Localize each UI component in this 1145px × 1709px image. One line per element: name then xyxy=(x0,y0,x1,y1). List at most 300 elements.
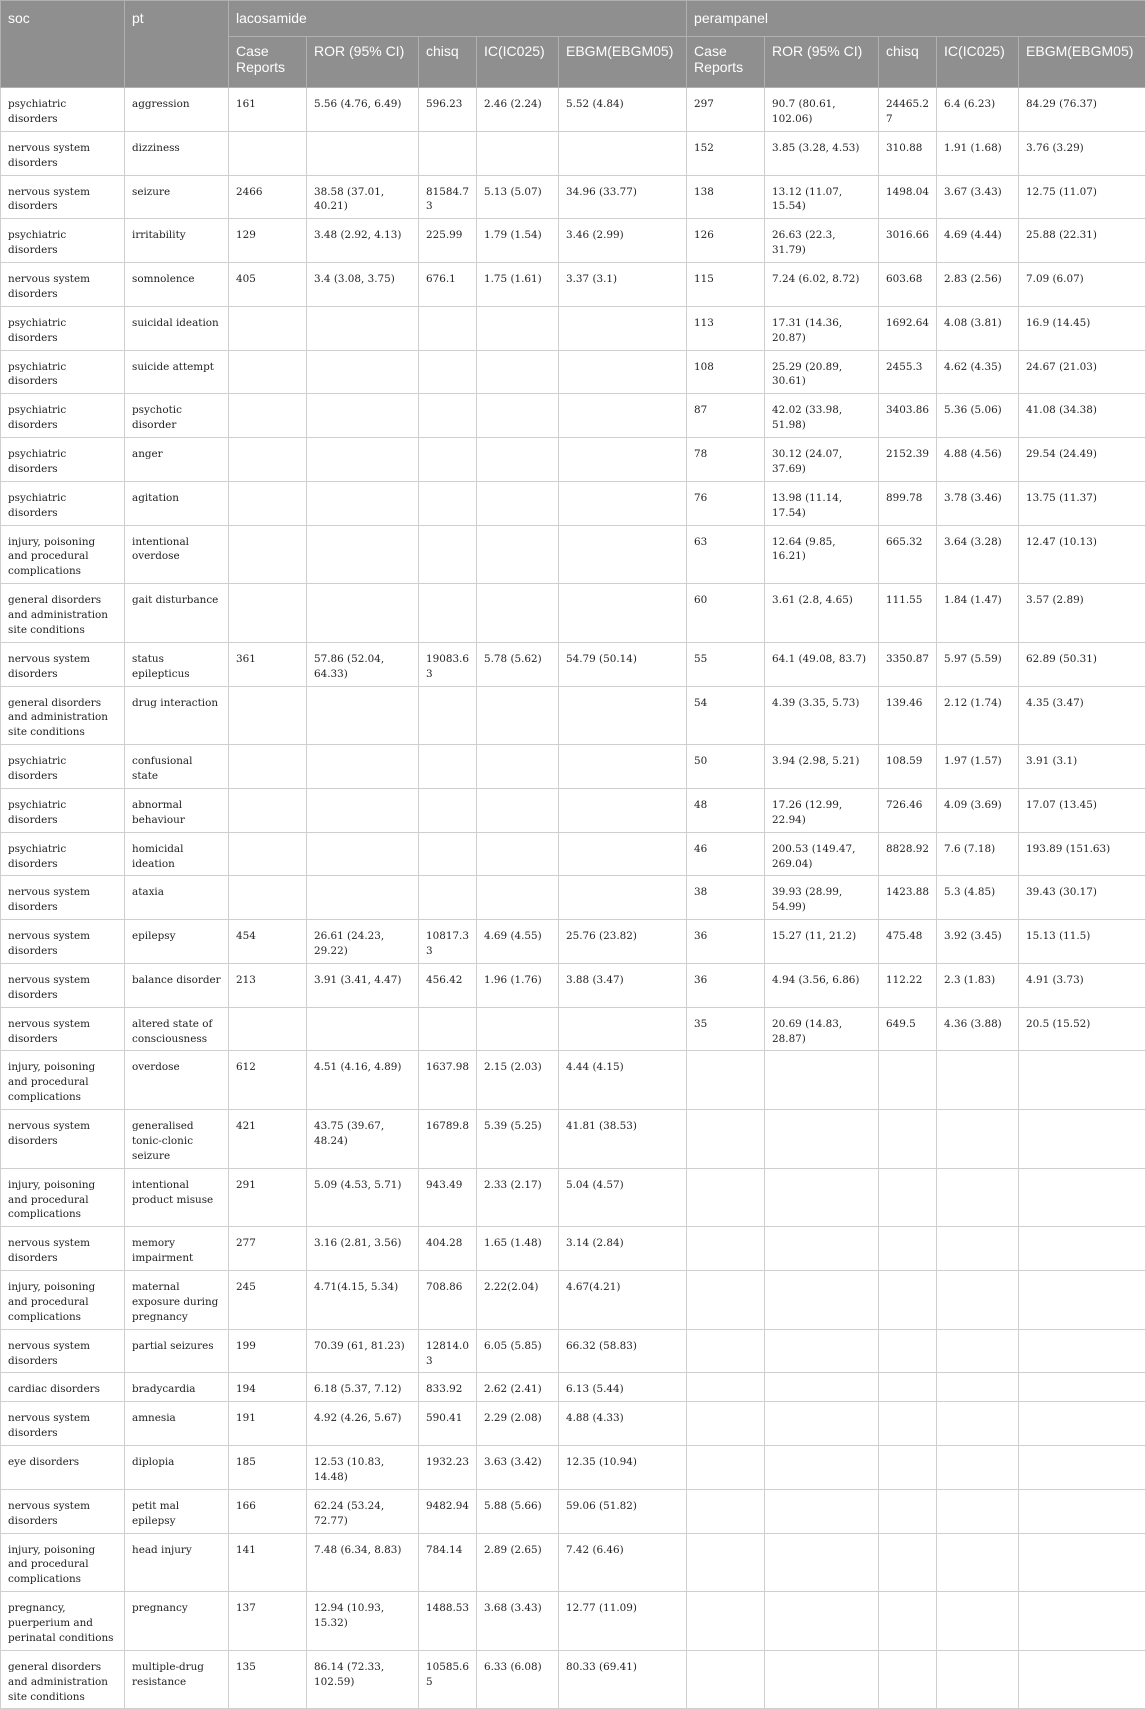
cell-pt: petit mal epilepsy xyxy=(125,1489,229,1533)
cell-perampanel-ic: 4.62 (4.35) xyxy=(937,350,1019,394)
cell-lacosamide-case-reports xyxy=(229,876,307,920)
cell-perampanel-ic: 3.92 (3.45) xyxy=(937,920,1019,964)
table-row xyxy=(1,219,1145,263)
cell-lacosamide-ic: 1.65 (1.48) xyxy=(477,1227,559,1271)
cell-perampanel-ebgm: 4.91 (3.73) xyxy=(1019,963,1145,1007)
table-row xyxy=(1,481,1145,525)
cell-lacosamide-ic: 2.15 (2.03) xyxy=(477,1051,559,1110)
cell-lacosamide-ror: 3.91 (3.41, 4.47) xyxy=(307,963,419,1007)
cell-perampanel-ebgm: 41.08 (34.38) xyxy=(1019,394,1145,438)
cell-perampanel-case-reports: 126 xyxy=(687,219,765,263)
header-perampanel-ebgm: EBGM(EBGM05) xyxy=(1019,37,1145,88)
cell-pt: anger xyxy=(125,438,229,482)
cell-lacosamide-case-reports: 185 xyxy=(229,1446,307,1490)
cell-perampanel-ebgm xyxy=(1019,1489,1145,1533)
cell-soc: psychiatric disorders xyxy=(1,745,125,789)
table-row xyxy=(1,88,1145,132)
cell-lacosamide-ror xyxy=(307,686,419,745)
cell-perampanel-ror: 13.12 (11.07, 15.54) xyxy=(765,175,879,219)
cell-lacosamide-ic: 5.88 (5.66) xyxy=(477,1489,559,1533)
table-row xyxy=(1,963,1145,1007)
header-lacosamide-ebgm: EBGM(EBGM05) xyxy=(559,37,687,88)
cell-soc: nervous system disorders xyxy=(1,1329,125,1373)
cell-perampanel-ebgm: 3.91 (3.1) xyxy=(1019,745,1145,789)
cell-perampanel-ebgm xyxy=(1019,1592,1145,1651)
cell-lacosamide-ic xyxy=(477,481,559,525)
cell-perampanel-chisq: 1692.64 xyxy=(879,306,937,350)
cell-perampanel-ror xyxy=(765,1271,879,1330)
cell-perampanel-ror: 13.98 (11.14, 17.54) xyxy=(765,481,879,525)
cell-perampanel-chisq xyxy=(879,1373,937,1402)
cell-perampanel-case-reports: 54 xyxy=(687,686,765,745)
cell-perampanel-ic: 1.97 (1.57) xyxy=(937,745,1019,789)
cell-lacosamide-chisq: 19083.63 xyxy=(419,642,477,686)
cell-lacosamide-chisq: 784.14 xyxy=(419,1533,477,1592)
cell-perampanel-ebgm xyxy=(1019,1373,1145,1402)
cell-soc: nervous system disorders xyxy=(1,1402,125,1446)
table-row xyxy=(1,686,1145,745)
cell-perampanel-ebgm: 7.09 (6.07) xyxy=(1019,263,1145,307)
cell-lacosamide-case-reports: 141 xyxy=(229,1533,307,1592)
cell-lacosamide-ic: 3.63 (3.42) xyxy=(477,1446,559,1490)
cell-soc: pregnancy, puerperium and perinatal conditions xyxy=(1,1592,125,1651)
cell-soc: nervous system disorders xyxy=(1,263,125,307)
cell-pt: multiple-drug resistance xyxy=(125,1650,229,1709)
cell-perampanel-case-reports: 50 xyxy=(687,745,765,789)
cell-perampanel-chisq xyxy=(879,1650,937,1709)
cell-lacosamide-ror xyxy=(307,481,419,525)
cell-lacosamide-chisq: 225.99 xyxy=(419,219,477,263)
table-row xyxy=(1,438,1145,482)
cell-lacosamide-case-reports xyxy=(229,306,307,350)
cell-perampanel-chisq xyxy=(879,1533,937,1592)
cell-perampanel-ic xyxy=(937,1329,1019,1373)
cell-perampanel-case-reports xyxy=(687,1271,765,1330)
cell-lacosamide-ebgm: 3.14 (2.84) xyxy=(559,1227,687,1271)
cell-perampanel-ror: 25.29 (20.89, 30.61) xyxy=(765,350,879,394)
cell-pt: abnormal behaviour xyxy=(125,788,229,832)
cell-lacosamide-case-reports: 135 xyxy=(229,1650,307,1709)
cell-perampanel-ic xyxy=(937,1446,1019,1490)
cell-lacosamide-ror xyxy=(307,525,419,584)
cell-pt: partial seizures xyxy=(125,1329,229,1373)
cell-lacosamide-ebgm: 3.46 (2.99) xyxy=(559,219,687,263)
cell-lacosamide-chisq xyxy=(419,584,477,643)
cell-pt: diplopia xyxy=(125,1446,229,1490)
table-row xyxy=(1,306,1145,350)
cell-perampanel-ror: 39.93 (28.99, 54.99) xyxy=(765,876,879,920)
cell-lacosamide-case-reports: 161 xyxy=(229,88,307,132)
cell-lacosamide-ror: 5.56 (4.76, 6.49) xyxy=(307,88,419,132)
table-row xyxy=(1,131,1145,175)
cell-lacosamide-ic xyxy=(477,584,559,643)
cell-lacosamide-ic xyxy=(477,788,559,832)
cell-lacosamide-chisq xyxy=(419,788,477,832)
cell-perampanel-ic xyxy=(937,1489,1019,1533)
cell-lacosamide-ebgm: 12.35 (10.94) xyxy=(559,1446,687,1490)
cell-lacosamide-ebgm: 34.96 (33.77) xyxy=(559,175,687,219)
cell-lacosamide-ror xyxy=(307,876,419,920)
cell-lacosamide-ror: 70.39 (61, 81.23) xyxy=(307,1329,419,1373)
cell-lacosamide-ebgm: 6.13 (5.44) xyxy=(559,1373,687,1402)
table-row xyxy=(1,1650,1145,1709)
cell-lacosamide-ebgm: 41.81 (38.53) xyxy=(559,1110,687,1169)
cell-lacosamide-chisq: 708.86 xyxy=(419,1271,477,1330)
cell-lacosamide-ebgm: 54.79 (50.14) xyxy=(559,642,687,686)
cell-lacosamide-chisq xyxy=(419,1007,477,1051)
cell-perampanel-ebgm: 3.76 (3.29) xyxy=(1019,131,1145,175)
cell-soc: nervous system disorders xyxy=(1,1489,125,1533)
cell-lacosamide-ebgm: 3.88 (3.47) xyxy=(559,963,687,1007)
cell-soc: psychiatric disorders xyxy=(1,350,125,394)
cell-lacosamide-case-reports xyxy=(229,350,307,394)
cell-perampanel-case-reports xyxy=(687,1227,765,1271)
cell-perampanel-ebgm: 193.89 (151.63) xyxy=(1019,832,1145,876)
cell-perampanel-ebgm xyxy=(1019,1110,1145,1169)
cell-perampanel-case-reports: 46 xyxy=(687,832,765,876)
cell-lacosamide-ror: 6.18 (5.37, 7.12) xyxy=(307,1373,419,1402)
cell-perampanel-chisq xyxy=(879,1592,937,1651)
cell-perampanel-ror: 12.64 (9.85, 16.21) xyxy=(765,525,879,584)
cell-perampanel-ebgm: 4.35 (3.47) xyxy=(1019,686,1145,745)
cell-lacosamide-ebgm: 4.67(4.21) xyxy=(559,1271,687,1330)
cell-perampanel-ror xyxy=(765,1650,879,1709)
cell-perampanel-ic xyxy=(937,1168,1019,1227)
cell-perampanel-ic xyxy=(937,1373,1019,1402)
cell-perampanel-ebgm: 62.89 (50.31) xyxy=(1019,642,1145,686)
cell-pt: memory impairment xyxy=(125,1227,229,1271)
cell-soc: injury, poisoning and procedural complications xyxy=(1,1533,125,1592)
cell-perampanel-case-reports xyxy=(687,1402,765,1446)
cell-lacosamide-ic: 2.29 (2.08) xyxy=(477,1402,559,1446)
cell-lacosamide-ic xyxy=(477,832,559,876)
cell-perampanel-chisq: 310.88 xyxy=(879,131,937,175)
cell-lacosamide-ror: 12.53 (10.83, 14.48) xyxy=(307,1446,419,1490)
table-row xyxy=(1,1402,1145,1446)
cell-pt: pregnancy xyxy=(125,1592,229,1651)
cell-lacosamide-chisq: 12814.03 xyxy=(419,1329,477,1373)
cell-lacosamide-ebgm xyxy=(559,394,687,438)
cell-lacosamide-ebgm: 25.76 (23.82) xyxy=(559,920,687,964)
cell-lacosamide-chisq: 676.1 xyxy=(419,263,477,307)
cell-perampanel-ebgm xyxy=(1019,1650,1145,1709)
cell-lacosamide-ror: 4.71(4.15, 5.34) xyxy=(307,1271,419,1330)
cell-perampanel-case-reports xyxy=(687,1650,765,1709)
cell-pt: overdose xyxy=(125,1051,229,1110)
cell-perampanel-ic: 4.08 (3.81) xyxy=(937,306,1019,350)
cell-soc: nervous system disorders xyxy=(1,642,125,686)
table-row xyxy=(1,1168,1145,1227)
table-row xyxy=(1,1051,1145,1110)
cell-soc: cardiac disorders xyxy=(1,1373,125,1402)
cell-lacosamide-ebgm xyxy=(559,876,687,920)
cell-perampanel-ebgm xyxy=(1019,1227,1145,1271)
table-row xyxy=(1,1489,1145,1533)
table-row xyxy=(1,832,1145,876)
cell-perampanel-chisq xyxy=(879,1227,937,1271)
cell-perampanel-ror: 17.31 (14.36, 20.87) xyxy=(765,306,879,350)
cell-perampanel-ic: 1.84 (1.47) xyxy=(937,584,1019,643)
cell-lacosamide-case-reports: 166 xyxy=(229,1489,307,1533)
cell-lacosamide-ic: 1.75 (1.61) xyxy=(477,263,559,307)
cell-perampanel-chisq: 899.78 xyxy=(879,481,937,525)
cell-perampanel-ror: 17.26 (12.99, 22.94) xyxy=(765,788,879,832)
cell-lacosamide-chisq: 9482.94 xyxy=(419,1489,477,1533)
cell-perampanel-case-reports xyxy=(687,1329,765,1373)
cell-soc: nervous system disorders xyxy=(1,1110,125,1169)
cell-lacosamide-case-reports: 245 xyxy=(229,1271,307,1330)
cell-soc: psychiatric disorders xyxy=(1,88,125,132)
cell-lacosamide-ebgm: 80.33 (69.41) xyxy=(559,1650,687,1709)
cell-lacosamide-ic: 5.39 (5.25) xyxy=(477,1110,559,1169)
cell-lacosamide-ror: 62.24 (53.24, 72.77) xyxy=(307,1489,419,1533)
cell-lacosamide-chisq: 456.42 xyxy=(419,963,477,1007)
header-perampanel-chisq: chisq xyxy=(879,37,937,88)
cell-perampanel-chisq xyxy=(879,1168,937,1227)
cell-perampanel-case-reports xyxy=(687,1373,765,1402)
cell-pt: agitation xyxy=(125,481,229,525)
cell-lacosamide-case-reports: 194 xyxy=(229,1373,307,1402)
header-lacosamide-chisq: chisq xyxy=(419,37,477,88)
cell-perampanel-chisq: 603.68 xyxy=(879,263,937,307)
cell-pt: drug interaction xyxy=(125,686,229,745)
cell-perampanel-case-reports: 35 xyxy=(687,1007,765,1051)
cell-perampanel-chisq xyxy=(879,1329,937,1373)
cell-perampanel-ebgm xyxy=(1019,1446,1145,1490)
cell-lacosamide-case-reports: 291 xyxy=(229,1168,307,1227)
cell-perampanel-ebgm xyxy=(1019,1533,1145,1592)
cell-perampanel-case-reports xyxy=(687,1592,765,1651)
cell-perampanel-ror: 20.69 (14.83, 28.87) xyxy=(765,1007,879,1051)
header-drug-lacosamide: lacosamide xyxy=(229,1,687,37)
table-row xyxy=(1,788,1145,832)
cell-perampanel-ror xyxy=(765,1373,879,1402)
cell-lacosamide-case-reports xyxy=(229,131,307,175)
cell-perampanel-ror: 30.12 (24.07, 37.69) xyxy=(765,438,879,482)
cell-perampanel-case-reports xyxy=(687,1051,765,1110)
cell-perampanel-ic: 4.69 (4.44) xyxy=(937,219,1019,263)
cell-perampanel-chisq: 665.32 xyxy=(879,525,937,584)
cell-lacosamide-case-reports: 421 xyxy=(229,1110,307,1169)
cell-lacosamide-case-reports xyxy=(229,1007,307,1051)
cell-soc: psychiatric disorders xyxy=(1,219,125,263)
cell-perampanel-ror xyxy=(765,1329,879,1373)
cell-perampanel-ic: 4.88 (4.56) xyxy=(937,438,1019,482)
cell-lacosamide-ebgm xyxy=(559,584,687,643)
cell-perampanel-ic: 7.6 (7.18) xyxy=(937,832,1019,876)
cell-pt: confusional state xyxy=(125,745,229,789)
cell-lacosamide-ror xyxy=(307,745,419,789)
cell-perampanel-case-reports: 115 xyxy=(687,263,765,307)
cell-perampanel-chisq: 1423.88 xyxy=(879,876,937,920)
cell-lacosamide-ebgm: 12.77 (11.09) xyxy=(559,1592,687,1651)
cell-perampanel-case-reports xyxy=(687,1168,765,1227)
cell-perampanel-ror xyxy=(765,1402,879,1446)
cell-perampanel-chisq: 2152.39 xyxy=(879,438,937,482)
cell-lacosamide-ror xyxy=(307,394,419,438)
cell-perampanel-ror: 15.27 (11, 21.2) xyxy=(765,920,879,964)
cell-lacosamide-ic: 1.79 (1.54) xyxy=(477,219,559,263)
cell-perampanel-chisq: 108.59 xyxy=(879,745,937,789)
table-row xyxy=(1,745,1145,789)
cell-perampanel-chisq: 3016.66 xyxy=(879,219,937,263)
cell-lacosamide-ror xyxy=(307,306,419,350)
cell-lacosamide-case-reports xyxy=(229,686,307,745)
cell-lacosamide-ic xyxy=(477,350,559,394)
cell-lacosamide-ebgm: 4.44 (4.15) xyxy=(559,1051,687,1110)
cell-perampanel-ebgm xyxy=(1019,1402,1145,1446)
cell-lacosamide-ror xyxy=(307,832,419,876)
cell-perampanel-case-reports: 63 xyxy=(687,525,765,584)
table-row xyxy=(1,1271,1145,1330)
cell-pt: intentional product misuse xyxy=(125,1168,229,1227)
cell-lacosamide-chisq xyxy=(419,350,477,394)
table-row xyxy=(1,1227,1145,1271)
cell-perampanel-ic xyxy=(937,1271,1019,1330)
cell-lacosamide-ic: 2.33 (2.17) xyxy=(477,1168,559,1227)
cell-perampanel-ror xyxy=(765,1533,879,1592)
cell-lacosamide-case-reports: 191 xyxy=(229,1402,307,1446)
cell-perampanel-case-reports: 55 xyxy=(687,642,765,686)
cell-perampanel-ic: 5.3 (4.85) xyxy=(937,876,1019,920)
cell-perampanel-ror xyxy=(765,1592,879,1651)
cell-pt: psychotic disorder xyxy=(125,394,229,438)
cell-perampanel-chisq: 649.5 xyxy=(879,1007,937,1051)
cell-lacosamide-case-reports xyxy=(229,832,307,876)
cell-lacosamide-case-reports: 2466 xyxy=(229,175,307,219)
cell-perampanel-case-reports: 297 xyxy=(687,88,765,132)
cell-lacosamide-ic: 4.69 (4.55) xyxy=(477,920,559,964)
header-perampanel-ic: IC(IC025) xyxy=(937,37,1019,88)
cell-pt: generalised tonic-clonic seizure xyxy=(125,1110,229,1169)
cell-perampanel-ror xyxy=(765,1168,879,1227)
cell-perampanel-ic: 4.09 (3.69) xyxy=(937,788,1019,832)
cell-perampanel-case-reports xyxy=(687,1533,765,1592)
cell-lacosamide-ror: 3.48 (2.92, 4.13) xyxy=(307,219,419,263)
header-lacosamide-ic: IC(IC025) xyxy=(477,37,559,88)
cell-perampanel-ror: 42.02 (33.98, 51.98) xyxy=(765,394,879,438)
cell-perampanel-ror: 3.94 (2.98, 5.21) xyxy=(765,745,879,789)
cell-lacosamide-ror: 3.16 (2.81, 3.56) xyxy=(307,1227,419,1271)
cell-perampanel-ror: 7.24 (6.02, 8.72) xyxy=(765,263,879,307)
cell-lacosamide-ebgm xyxy=(559,131,687,175)
cell-perampanel-chisq: 8828.92 xyxy=(879,832,937,876)
cell-soc: psychiatric disorders xyxy=(1,438,125,482)
cell-perampanel-chisq: 111.55 xyxy=(879,584,937,643)
cell-pt: amnesia xyxy=(125,1402,229,1446)
cell-lacosamide-chisq: 10585.65 xyxy=(419,1650,477,1709)
cell-lacosamide-ebgm: 3.37 (3.1) xyxy=(559,263,687,307)
cell-lacosamide-case-reports: 405 xyxy=(229,263,307,307)
cell-perampanel-case-reports xyxy=(687,1110,765,1169)
table-row xyxy=(1,876,1145,920)
cell-perampanel-ebgm: 25.88 (22.31) xyxy=(1019,219,1145,263)
cell-pt: dizziness xyxy=(125,131,229,175)
cell-perampanel-chisq: 1498.04 xyxy=(879,175,937,219)
table-body xyxy=(1,88,1145,1709)
cell-perampanel-ic: 1.91 (1.68) xyxy=(937,131,1019,175)
cell-lacosamide-case-reports xyxy=(229,788,307,832)
cell-soc: injury, poisoning and procedural complications xyxy=(1,1271,125,1330)
cell-perampanel-case-reports: 152 xyxy=(687,131,765,175)
cell-soc: eye disorders xyxy=(1,1446,125,1490)
cell-pt: aggression xyxy=(125,88,229,132)
cell-lacosamide-ebgm: 7.42 (6.46) xyxy=(559,1533,687,1592)
cell-pt: bradycardia xyxy=(125,1373,229,1402)
cell-lacosamide-ic: 3.68 (3.43) xyxy=(477,1592,559,1651)
cell-soc: nervous system disorders xyxy=(1,131,125,175)
cell-perampanel-ic: 3.64 (3.28) xyxy=(937,525,1019,584)
cell-perampanel-case-reports: 60 xyxy=(687,584,765,643)
cell-perampanel-chisq: 3350.87 xyxy=(879,642,937,686)
cell-perampanel-chisq xyxy=(879,1446,937,1490)
cell-soc: injury, poisoning and procedural complications xyxy=(1,525,125,584)
cell-lacosamide-ic: 2.22(2.04) xyxy=(477,1271,559,1330)
cell-pt: balance disorder xyxy=(125,963,229,1007)
cell-lacosamide-ic xyxy=(477,306,559,350)
cell-perampanel-case-reports: 87 xyxy=(687,394,765,438)
cell-perampanel-ebgm xyxy=(1019,1271,1145,1330)
cell-lacosamide-chisq xyxy=(419,306,477,350)
cell-lacosamide-case-reports: 277 xyxy=(229,1227,307,1271)
cell-lacosamide-ic: 2.89 (2.65) xyxy=(477,1533,559,1592)
cell-lacosamide-chisq: 1488.53 xyxy=(419,1592,477,1651)
cell-perampanel-ic xyxy=(937,1110,1019,1169)
cell-perampanel-chisq xyxy=(879,1402,937,1446)
cell-lacosamide-case-reports xyxy=(229,481,307,525)
table-row xyxy=(1,263,1145,307)
cell-lacosamide-ebgm: 5.52 (4.84) xyxy=(559,88,687,132)
cell-lacosamide-ic xyxy=(477,525,559,584)
cell-lacosamide-ebgm xyxy=(559,832,687,876)
cell-lacosamide-ebgm xyxy=(559,745,687,789)
table-row xyxy=(1,1373,1145,1402)
cell-lacosamide-ror: 4.92 (4.26, 5.67) xyxy=(307,1402,419,1446)
cell-lacosamide-case-reports: 361 xyxy=(229,642,307,686)
table-row xyxy=(1,175,1145,219)
cell-perampanel-ic: 3.78 (3.46) xyxy=(937,481,1019,525)
cell-lacosamide-ebgm xyxy=(559,788,687,832)
header-lacosamide-case-reports: Case Reports xyxy=(229,37,307,88)
cell-perampanel-ror xyxy=(765,1051,879,1110)
cell-perampanel-chisq xyxy=(879,1271,937,1330)
cell-pt: suicidal ideation xyxy=(125,306,229,350)
cell-perampanel-ebgm: 13.75 (11.37) xyxy=(1019,481,1145,525)
cell-perampanel-ic: 5.36 (5.06) xyxy=(937,394,1019,438)
cell-lacosamide-ebgm xyxy=(559,1007,687,1051)
table-header xyxy=(1,1,1145,88)
cell-lacosamide-ebgm: 59.06 (51.82) xyxy=(559,1489,687,1533)
cell-soc: nervous system disorders xyxy=(1,963,125,1007)
cell-perampanel-chisq xyxy=(879,1110,937,1169)
cell-perampanel-ebgm: 39.43 (30.17) xyxy=(1019,876,1145,920)
cell-lacosamide-case-reports xyxy=(229,525,307,584)
cell-lacosamide-ror xyxy=(307,350,419,394)
cell-perampanel-ic xyxy=(937,1402,1019,1446)
cell-perampanel-ic: 2.12 (1.74) xyxy=(937,686,1019,745)
cell-perampanel-chisq: 112.22 xyxy=(879,963,937,1007)
cell-perampanel-ebgm xyxy=(1019,1168,1145,1227)
table-row xyxy=(1,642,1145,686)
cell-perampanel-case-reports: 38 xyxy=(687,876,765,920)
header-lacosamide-ror: ROR (95% CI) xyxy=(307,37,419,88)
header-perampanel-case-reports: Case Reports xyxy=(687,37,765,88)
cell-lacosamide-chisq: 10817.33 xyxy=(419,920,477,964)
cell-lacosamide-chisq: 943.49 xyxy=(419,1168,477,1227)
cell-lacosamide-chisq: 1932.23 xyxy=(419,1446,477,1490)
cell-perampanel-ic xyxy=(937,1533,1019,1592)
cell-perampanel-ror: 200.53 (149.47, 269.04) xyxy=(765,832,879,876)
